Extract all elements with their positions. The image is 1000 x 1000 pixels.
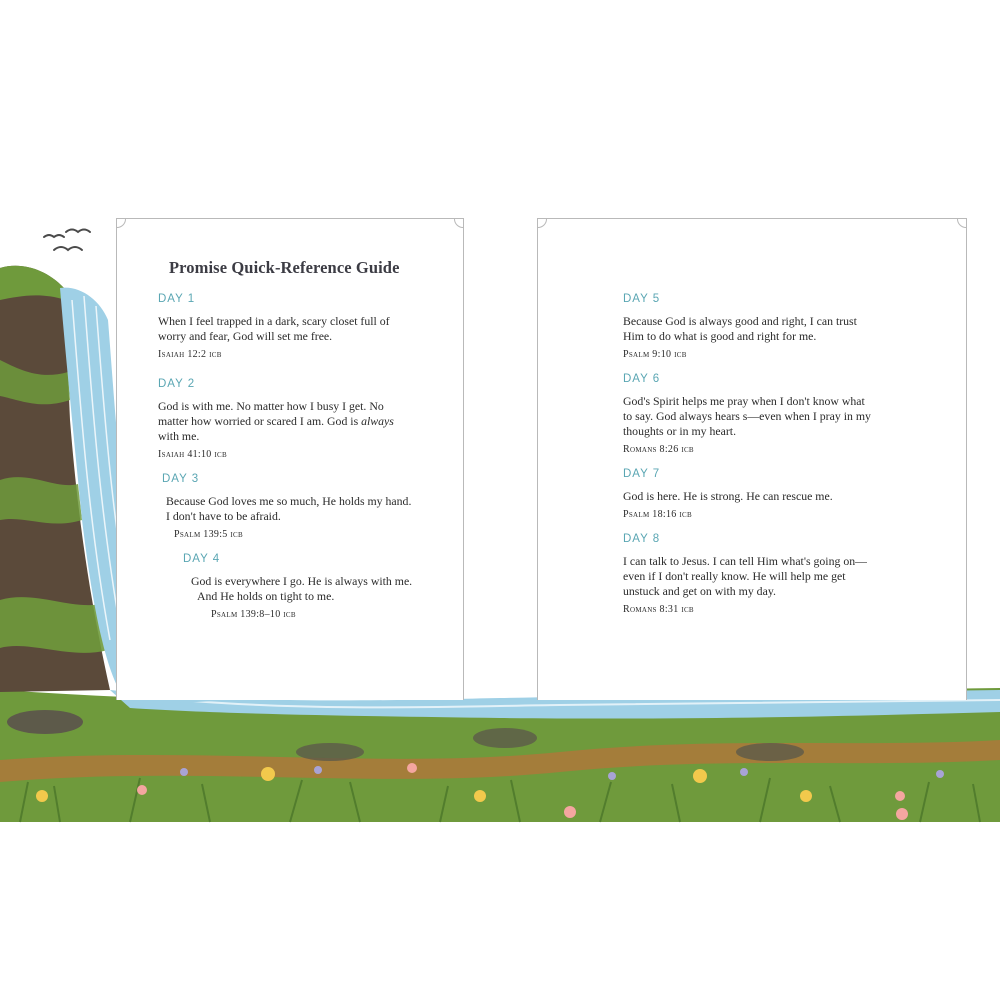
page-title: Promise Quick-Reference Guide — [169, 258, 400, 277]
birds-icon — [44, 230, 90, 251]
scripture-reference: Romans 8:31 icb — [623, 604, 694, 615]
day-label: DAY 1 — [158, 293, 196, 305]
day-label: DAY 5 — [623, 293, 661, 305]
scripture-reference: Psalm 18:16 icb — [623, 509, 692, 520]
scripture-reference: Psalm 139:8–10 icb — [211, 609, 296, 620]
day-label: DAY 4 — [183, 553, 221, 565]
scripture-reference: Isaiah 41:10 icb — [158, 449, 227, 460]
list-item: DAY 2 God is with me. No matter how I busy I get. No matter how worried or scared I am. God is always with me. Isaiah 41:10 icb — [158, 378, 394, 460]
day-label: DAY 8 — [623, 533, 661, 545]
list-item: DAY 7 God is here. He is strong. He can rescue me. Psalm 18:16 icb — [623, 468, 833, 520]
scripture-reference: Psalm 9:10 icb — [623, 349, 687, 360]
day-label: DAY 2 — [158, 378, 196, 390]
list-item: DAY 4 God is everywhere I go. He is always with me. And He holds on tight to me. Psalm 139:8–10 icb — [183, 553, 413, 620]
day-label: DAY 3 — [162, 473, 200, 485]
list-item: DAY 8 I can talk to Jesus. I can tell Him what's going on— even if I don't really know. He will help me get unstuck and get on with my day. Romans 8:31 icb — [623, 533, 867, 615]
scripture-reference: Isaiah 12:2 icb — [158, 349, 222, 360]
list-item: DAY 5 Because God is always good and right, I can trust Him to do what is good and right for me. Psalm 9:10 icb — [623, 293, 857, 360]
right-page-card — [537, 218, 967, 700]
scripture-reference: Psalm 139:5 icb — [174, 529, 243, 540]
list-item: DAY 6 God's Spirit helps me pray when I don't know what to say. God always hears s—even when I pray in my thoughts or in my heart. Romans 8:26 icb — [623, 373, 871, 455]
list-item: DAY 1 When I feel trapped in a dark, scary closet full of worry and fear, God will set me free. Isaiah 12:2 icb — [158, 293, 390, 360]
day-label: DAY 7 — [623, 468, 661, 480]
list-item: DAY 3 Because God loves me so much, He holds my hand. I don't have to be afraid. Psalm 139:5 icb — [162, 473, 412, 540]
day-label: DAY 6 — [623, 373, 661, 385]
scripture-reference: Romans 8:26 icb — [623, 444, 694, 455]
